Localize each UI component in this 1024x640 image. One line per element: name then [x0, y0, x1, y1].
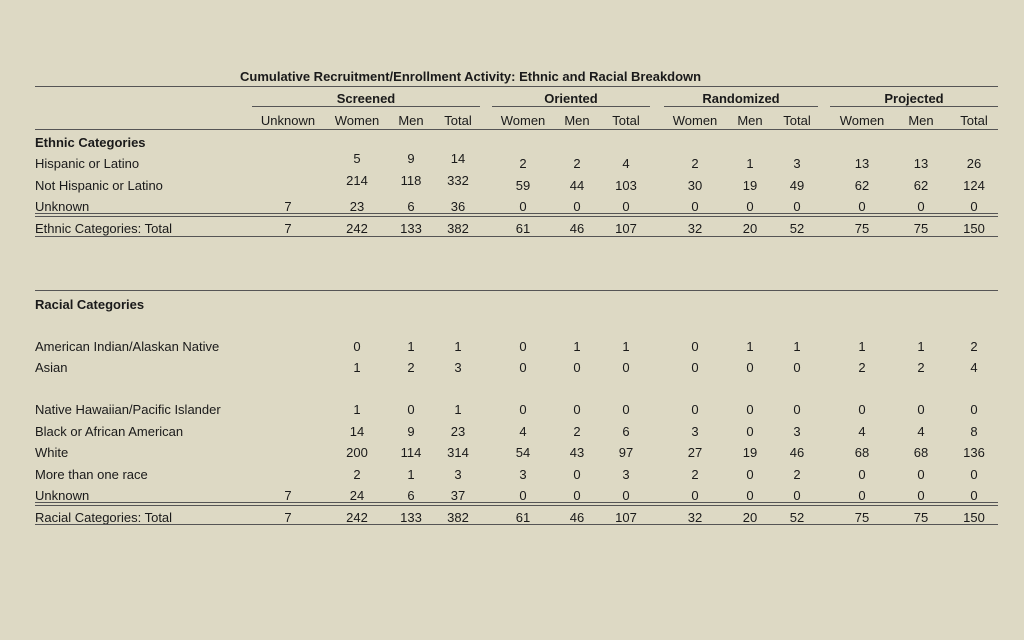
table-cell: 5 [353, 151, 361, 166]
table-cell: 23 [349, 199, 365, 214]
column-header: Unknown [260, 113, 316, 128]
table-cell: 37 [450, 488, 466, 503]
table-cell: 1 [454, 402, 462, 417]
table-cell: 0 [573, 467, 581, 482]
table-cell: 124 [963, 178, 985, 193]
table-cell: 3 [793, 156, 801, 171]
table-cell: 118 [400, 173, 422, 188]
table-cell: 20 [742, 221, 758, 236]
table-cell: 0 [519, 488, 527, 503]
table-cell: 68 [854, 445, 870, 460]
table-row-label: American Indian/Alaskan Native [35, 339, 220, 354]
table-cell: 1 [573, 339, 581, 354]
table-cell: 150 [963, 510, 985, 525]
table-cell: 200 [346, 445, 368, 460]
table-cell: 0 [746, 199, 754, 214]
table-cell: 0 [691, 488, 699, 503]
table-cell: 32 [687, 221, 703, 236]
ethnic-total-label: Ethnic Categories: Total [35, 221, 173, 236]
table-cell: 1 [917, 339, 925, 354]
table-cell: 0 [746, 467, 754, 482]
table-cell: 2 [353, 467, 361, 482]
table-cell: 1 [746, 156, 754, 171]
table-cell: 2 [917, 360, 925, 375]
table-cell: 43 [569, 445, 585, 460]
table-cell: 3 [454, 467, 462, 482]
racial-categories-heading: Racial Categories [35, 297, 145, 312]
table-cell: 75 [854, 510, 870, 525]
table-cell: 1 [622, 339, 630, 354]
table-cell: 62 [854, 178, 870, 193]
table-cell: 61 [515, 510, 531, 525]
table-cell: 0 [573, 199, 581, 214]
table-cell: 4 [519, 424, 527, 439]
table-cell: 0 [858, 199, 866, 214]
table-cell: 0 [622, 488, 630, 503]
table-cell: 9 [407, 424, 415, 439]
table-cell: 2 [691, 156, 699, 171]
table-cell: 0 [573, 360, 581, 375]
table-row-label: White [35, 445, 69, 460]
table-cell: 75 [913, 221, 929, 236]
table-cell: 0 [519, 402, 527, 417]
table-cell: 2 [573, 424, 581, 439]
table-cell: 7 [284, 221, 292, 236]
table-row-label: Not Hispanic or Latino [35, 178, 163, 193]
table-cell: 54 [515, 445, 531, 460]
ethnic-categories-heading: Ethnic Categories [35, 135, 146, 150]
column-header: Women [839, 113, 885, 128]
column-header: Men [737, 113, 763, 128]
table-cell: 382 [447, 510, 469, 525]
column-header: Women [334, 113, 380, 128]
table-cell: 19 [742, 445, 758, 460]
table-row-label: Asian [35, 360, 68, 375]
table-cell: 68 [913, 445, 929, 460]
column-header: Men [398, 113, 424, 128]
table-cell: 114 [400, 445, 422, 460]
table-cell: 0 [573, 402, 581, 417]
table-cell: 14 [349, 424, 365, 439]
table-cell: 1 [353, 402, 361, 417]
column-header: Total [612, 113, 640, 128]
table-cell: 19 [742, 178, 758, 193]
group-rule [252, 106, 480, 107]
table-cell: 1 [793, 339, 801, 354]
column-header: Women [500, 113, 546, 128]
table-cell: 23 [450, 424, 466, 439]
group-randomized: Randomized [702, 91, 780, 106]
table-cell: 62 [913, 178, 929, 193]
table-cell: 133 [400, 221, 422, 236]
table-cell: 4 [622, 156, 630, 171]
table-cell: 52 [789, 221, 805, 236]
table-cell: 1 [407, 339, 415, 354]
column-header: Total [444, 113, 472, 128]
table-cell: 314 [447, 445, 469, 460]
table-cell: 3 [793, 424, 801, 439]
title-rule [35, 86, 998, 87]
table-cell: 3 [622, 467, 630, 482]
table-cell: 0 [917, 467, 925, 482]
racial-top-rule [35, 290, 998, 291]
table-cell: 75 [854, 221, 870, 236]
table-cell: 97 [618, 445, 634, 460]
table-cell: 36 [450, 199, 466, 214]
table-cell: 9 [407, 151, 415, 166]
table-cell: 2 [407, 360, 415, 375]
table-cell: 0 [970, 467, 978, 482]
table-cell: 46 [569, 221, 585, 236]
table-cell: 0 [519, 360, 527, 375]
table-cell: 13 [854, 156, 870, 171]
table-cell: 0 [622, 199, 630, 214]
table-cell: 3 [519, 467, 527, 482]
column-header: Men [908, 113, 934, 128]
table-cell: 2 [691, 467, 699, 482]
table-cell: 52 [789, 510, 805, 525]
table-cell: 150 [963, 221, 985, 236]
table-cell: 0 [746, 402, 754, 417]
table-cell: 382 [447, 221, 469, 236]
table-cell: 7 [284, 510, 292, 525]
table-cell: 6 [622, 424, 630, 439]
table-cell: 13 [913, 156, 929, 171]
table-cell: 0 [746, 488, 754, 503]
table-cell: 0 [917, 488, 925, 503]
column-header: Men [564, 113, 590, 128]
table-cell: 46 [569, 510, 585, 525]
table-cell: 0 [858, 402, 866, 417]
table-cell: 1 [858, 339, 866, 354]
ethnic-bottom-rule [35, 236, 998, 237]
table-cell: 30 [687, 178, 703, 193]
table-cell: 107 [615, 510, 637, 525]
table-cell: 0 [691, 402, 699, 417]
table-cell: 4 [917, 424, 925, 439]
table-cell: 46 [789, 445, 805, 460]
table-cell: 0 [573, 488, 581, 503]
table-cell: 214 [346, 173, 368, 188]
ethnic-total-rule [35, 213, 998, 217]
racial-total-label: Racial Categories: Total [35, 510, 173, 525]
table-row-label: More than one race [35, 467, 148, 482]
table-cell: 2 [858, 360, 866, 375]
table-cell: 1 [353, 360, 361, 375]
table-cell: 75 [913, 510, 929, 525]
table-cell: 136 [963, 445, 985, 460]
table-row-label: Black or African American [35, 424, 184, 439]
table-cell: 2 [573, 156, 581, 171]
table-cell: 0 [970, 199, 978, 214]
table-cell: 0 [519, 339, 527, 354]
table-cell: 0 [622, 402, 630, 417]
table-cell: 0 [746, 360, 754, 375]
table-cell: 0 [970, 488, 978, 503]
table-cell: 27 [687, 445, 703, 460]
table-cell: 14 [450, 151, 466, 166]
table-cell: 107 [615, 221, 637, 236]
table-cell: 0 [519, 199, 527, 214]
table-cell: 7 [284, 199, 292, 214]
table-cell: 1 [746, 339, 754, 354]
column-header: Total [960, 113, 988, 128]
table-cell: 0 [691, 339, 699, 354]
group-rule [830, 106, 998, 107]
table-cell: 133 [400, 510, 422, 525]
table-cell: 4 [858, 424, 866, 439]
table-cell: 0 [353, 339, 361, 354]
header-rule [35, 129, 998, 130]
table-cell: 0 [917, 199, 925, 214]
racial-bottom-rule [35, 524, 998, 525]
table-cell: 242 [346, 510, 368, 525]
table-cell: 0 [691, 360, 699, 375]
table-cell: 0 [746, 424, 754, 439]
table-cell: 32 [687, 510, 703, 525]
table-cell: 3 [454, 360, 462, 375]
table-cell: 7 [284, 488, 292, 503]
table-cell: 0 [917, 402, 925, 417]
table-row-label: Unknown [35, 199, 90, 214]
group-screened: Screened [336, 91, 396, 106]
table-row-label: Unknown [35, 488, 90, 503]
table-title: Cumulative Recruitment/Enrollment Activity: Ethnic and Racial Breakdown [240, 69, 702, 84]
table-cell: 0 [793, 360, 801, 375]
table-row-label: Native Hawaiian/Pacific Islander [35, 402, 221, 417]
table-cell: 0 [691, 199, 699, 214]
table-cell: 0 [407, 402, 415, 417]
column-header: Total [783, 113, 811, 128]
table-row-label: Hispanic or Latino [35, 156, 140, 171]
group-projected: Projected [884, 91, 944, 106]
group-rule [492, 106, 650, 107]
table-cell: 6 [407, 199, 415, 214]
table-cell: 103 [615, 178, 637, 193]
table-cell: 0 [793, 199, 801, 214]
table-cell: 6 [407, 488, 415, 503]
table-cell: 0 [970, 402, 978, 417]
table-cell: 20 [742, 510, 758, 525]
table-cell: 332 [447, 173, 469, 188]
table-cell: 1 [407, 467, 415, 482]
table-cell: 8 [970, 424, 978, 439]
group-oriented: Oriented [544, 91, 598, 106]
table-cell: 61 [515, 221, 531, 236]
table-cell: 4 [970, 360, 978, 375]
table-cell: 0 [858, 488, 866, 503]
table-cell: 0 [858, 467, 866, 482]
table-cell: 3 [691, 424, 699, 439]
table-cell: 242 [346, 221, 368, 236]
table-cell: 44 [569, 178, 585, 193]
table-cell: 0 [793, 488, 801, 503]
table-cell: 24 [349, 488, 365, 503]
table-cell: 0 [622, 360, 630, 375]
column-header: Women [672, 113, 718, 128]
table-cell: 26 [966, 156, 982, 171]
table-cell: 2 [519, 156, 527, 171]
table-cell: 0 [793, 402, 801, 417]
table-cell: 1 [454, 339, 462, 354]
group-rule [664, 106, 818, 107]
table-cell: 2 [970, 339, 978, 354]
table-cell: 49 [789, 178, 805, 193]
racial-total-rule [35, 502, 998, 506]
table-cell: 59 [515, 178, 531, 193]
table-cell: 2 [793, 467, 801, 482]
